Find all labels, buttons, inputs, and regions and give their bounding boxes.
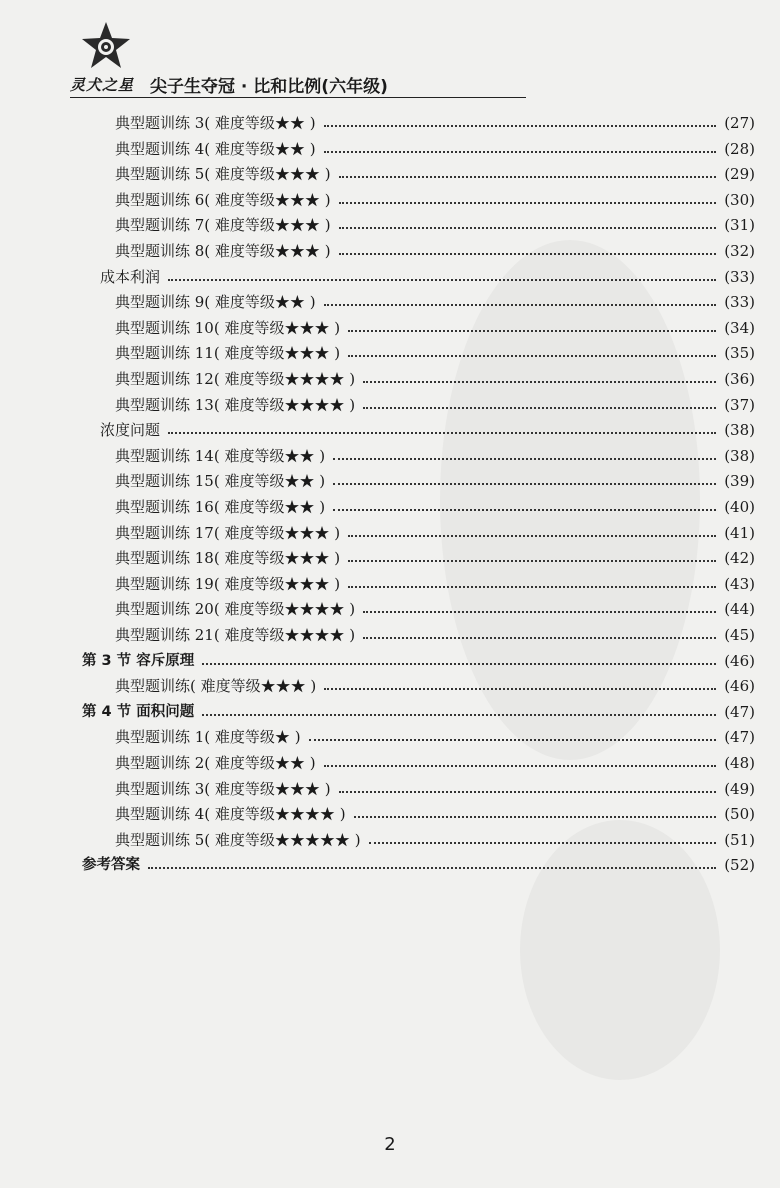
toc-entry-label: 典型题训练 11( 难度等级★★★ ) xyxy=(115,344,341,363)
toc-entry-page: (38) xyxy=(724,421,755,440)
toc-entry-page: (47) xyxy=(724,702,755,721)
dot-leader xyxy=(363,637,716,639)
toc-entry-topic xyxy=(100,419,755,441)
toc-entry-label: 典型题训练 3( 难度等级★★★ ) xyxy=(115,779,331,798)
dot-leader xyxy=(333,509,716,511)
toc-entry-page: (43) xyxy=(724,574,755,593)
toc-entry-page: (38) xyxy=(724,446,755,465)
toc-entry-page: (33) xyxy=(724,293,755,312)
toc-entry-item xyxy=(115,726,755,748)
toc-entry-page: (46) xyxy=(724,651,755,670)
toc-entry-item xyxy=(115,138,755,160)
star-logo-icon xyxy=(80,20,132,70)
toc-entry-label: 典型题训练 21( 难度等级★★★★ ) xyxy=(115,626,356,644)
page-header xyxy=(70,20,526,98)
dot-leader xyxy=(354,816,717,818)
toc-entry-label: 典型题训练 4( 难度等级★★ ) xyxy=(115,139,316,158)
toc-entry-item xyxy=(115,624,755,646)
dot-leader xyxy=(324,765,717,767)
book-title: 尖子生夺冠 · 比和比例(六年级) xyxy=(150,77,388,97)
toc-entry-page: (37) xyxy=(724,395,755,414)
toc-entry-label: 典型题训练 14( 难度等级★★ ) xyxy=(115,446,326,465)
toc-entry-label: 浓度问题 xyxy=(100,421,161,440)
toc-entry-label: 典型题训练 17( 难度等级★★★ ) xyxy=(115,523,341,542)
dot-leader xyxy=(363,381,716,383)
dot-leader xyxy=(348,330,716,332)
toc-entry-label: 典型题训练 2( 难度等级★★ ) xyxy=(115,754,316,772)
toc-entry-label: 典型题训练 16( 难度等级★★ ) xyxy=(115,498,326,516)
toc-entry-page: (35) xyxy=(724,344,755,363)
toc-entry-page: (30) xyxy=(724,190,755,209)
toc-entry-label: 典型题训练 1( 难度等级★ ) xyxy=(115,728,301,747)
toc-entry-label: 典型题训练 13( 难度等级★★★★ ) xyxy=(115,395,356,414)
toc-entry-item xyxy=(115,573,755,595)
toc-entry-page: (49) xyxy=(724,779,755,798)
toc-entry-page: (36) xyxy=(724,370,755,388)
dot-leader xyxy=(348,535,716,537)
dot-leader xyxy=(339,227,717,229)
toc-entry-label: 第 4 节 面积问题 xyxy=(82,703,195,720)
toc-entry-page: (27) xyxy=(724,114,755,132)
toc-entry-label: 典型题训练 18( 难度等级★★★ ) xyxy=(115,549,341,568)
dot-leader xyxy=(324,304,717,306)
toc-entry-label: 典型题训练 7( 难度等级★★★ ) xyxy=(115,216,331,235)
logo-text: 灵犬之星 xyxy=(70,76,135,94)
toc-entry-label: 典型题训练 6( 难度等级★★★ ) xyxy=(115,190,331,209)
toc-entry-topic xyxy=(100,266,755,288)
dot-leader xyxy=(339,176,717,178)
dot-leader xyxy=(309,739,717,741)
dot-leader xyxy=(339,253,717,255)
toc-entry-label: 成本利润 xyxy=(100,267,161,286)
toc-entry-section xyxy=(82,854,755,876)
toc-entry-page: (50) xyxy=(724,805,755,824)
toc-entry-item xyxy=(115,547,755,569)
dot-leader xyxy=(202,663,716,665)
toc-entry-label: 典型题训练 15( 难度等级★★ ) xyxy=(115,472,326,491)
toc-entry-page: (39) xyxy=(724,472,755,491)
toc-entry-item xyxy=(115,522,755,544)
toc-entry-item xyxy=(115,163,755,185)
toc-entry-item xyxy=(115,803,755,825)
dot-leader xyxy=(348,355,716,357)
toc-entry-item xyxy=(115,342,755,364)
toc-entry-page: (42) xyxy=(724,549,755,568)
toc-entry-page: (48) xyxy=(724,754,755,772)
dot-leader xyxy=(324,125,717,127)
toc-entry-label: 典型题训练 8( 难度等级★★★ ) xyxy=(115,242,331,260)
toc-entry-item xyxy=(115,112,755,134)
toc-entry-label: 典型题训练 9( 难度等级★★ ) xyxy=(115,293,316,312)
toc-entry-page: (40) xyxy=(724,498,755,516)
dot-leader xyxy=(333,458,716,460)
toc-entry-item xyxy=(115,291,755,313)
dot-leader xyxy=(348,560,716,562)
toc-entry-label: 典型题训练 4( 难度等级★★★★ ) xyxy=(115,805,346,824)
toc-entry-item xyxy=(115,317,755,339)
toc-entry-section xyxy=(82,701,755,723)
toc-entry-page: (51) xyxy=(724,830,755,849)
page-number: 2 xyxy=(384,1134,396,1155)
toc-entry-item xyxy=(115,240,755,262)
toc-entry-page: (33) xyxy=(724,267,755,286)
dot-leader xyxy=(333,483,716,485)
toc-entry-page: (29) xyxy=(724,165,755,184)
toc-entry-label: 典型题训练 5( 难度等级★★★ ) xyxy=(115,165,331,184)
toc-entry-label: 典型题训练 10( 难度等级★★★ ) xyxy=(115,318,341,337)
toc-entry-label: 典型题训练 19( 难度等级★★★ ) xyxy=(115,574,341,593)
toc-entry-label: 典型题训练( 难度等级★★★ ) xyxy=(115,677,317,696)
toc-entry-item xyxy=(115,496,755,518)
dot-leader xyxy=(363,407,716,409)
toc-entry-label: 第 3 节 容斥原理 xyxy=(82,652,195,669)
dot-leader xyxy=(324,688,716,690)
toc-entry-item xyxy=(115,778,755,800)
toc-entry-label: 典型题训练 12( 难度等级★★★★ ) xyxy=(115,370,356,388)
dot-leader xyxy=(168,432,716,434)
toc-entry-label: 典型题训练 5( 难度等级★★★★★ ) xyxy=(115,830,361,849)
publisher-logo xyxy=(70,20,140,98)
dot-leader xyxy=(339,791,717,793)
toc-entry-page: (31) xyxy=(724,216,755,235)
toc-entry-page: (47) xyxy=(724,728,755,747)
toc-entry-item xyxy=(115,445,755,467)
toc-entry-item xyxy=(115,470,755,492)
dot-leader xyxy=(369,842,717,844)
dot-leader xyxy=(324,151,717,153)
toc-entry-page: (45) xyxy=(724,626,755,644)
toc-entry-label: 典型题训练 20( 难度等级★★★★ ) xyxy=(115,600,356,619)
toc-entry-item xyxy=(115,752,755,774)
toc-entry-label: 典型题训练 3( 难度等级★★ ) xyxy=(115,114,316,132)
toc-entry-section xyxy=(82,650,755,672)
dot-leader xyxy=(339,202,717,204)
dot-leader xyxy=(168,279,716,281)
toc-entry-page: (46) xyxy=(724,677,755,696)
toc-entry-item xyxy=(115,368,755,390)
toc-entry-item xyxy=(115,675,755,697)
dot-leader xyxy=(363,611,716,613)
toc-entry-page: (32) xyxy=(724,242,755,260)
toc-entry-item xyxy=(115,829,755,851)
dot-leader xyxy=(348,586,716,588)
toc-entry-page: (34) xyxy=(724,318,755,337)
toc-entry-page: (44) xyxy=(724,600,755,619)
toc-entry-page: (52) xyxy=(724,856,755,875)
toc-entry-label: 参考答案 xyxy=(82,857,140,874)
dot-leader xyxy=(202,714,716,716)
toc-entry-page: (41) xyxy=(724,523,755,542)
header-divider xyxy=(70,97,526,98)
toc-entry-item xyxy=(115,189,755,211)
toc-entry-item xyxy=(115,394,755,416)
toc-entry-item xyxy=(115,598,755,620)
dot-leader xyxy=(148,867,716,869)
toc-entry-item xyxy=(115,214,755,236)
toc-entry-page: (28) xyxy=(724,139,755,158)
